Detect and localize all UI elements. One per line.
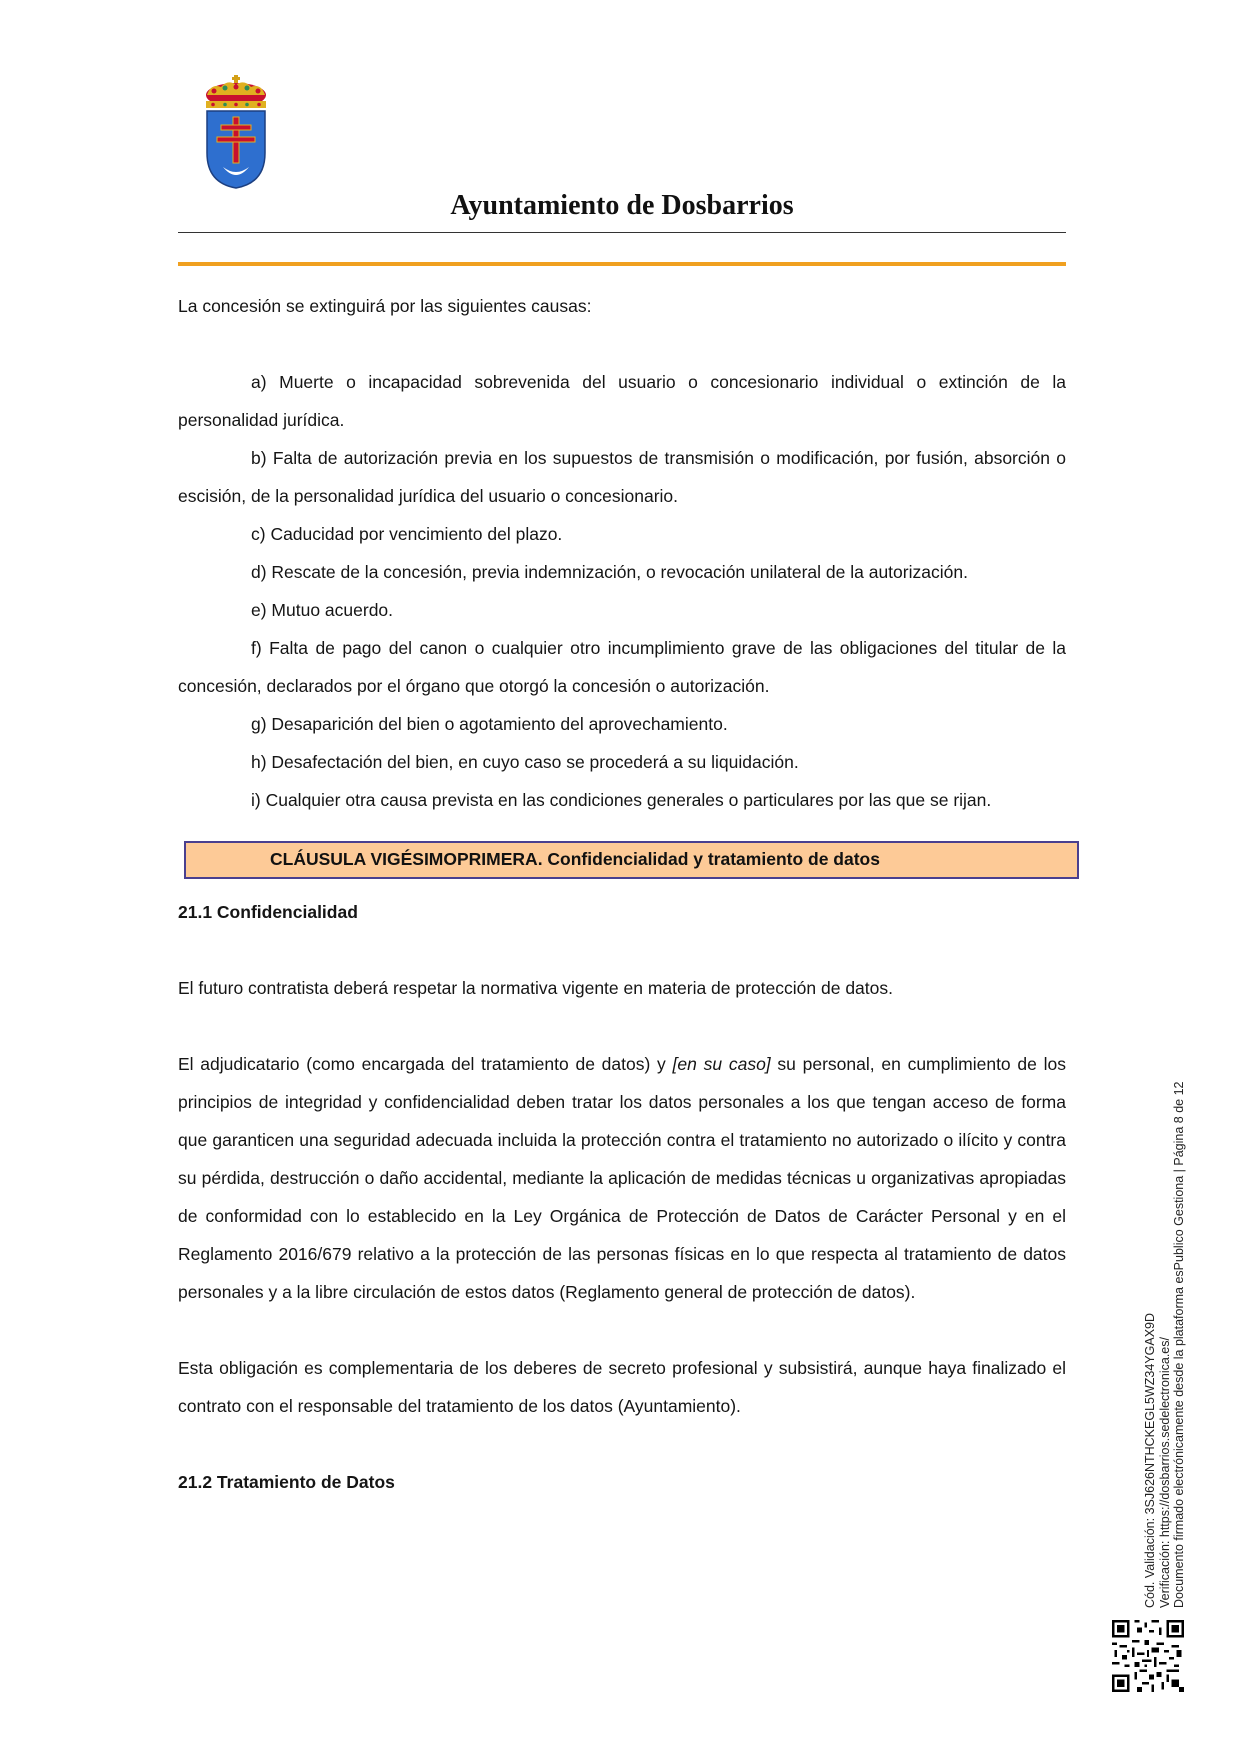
spacer [178, 879, 1066, 893]
subsection-heading-confidencialidad: 21.1 Confidencialidad [178, 902, 358, 922]
paragraph: Esta obligación es complementaria de los deberes de secreto profesional y subsistirá, aunque haya finalizado el contrato con el responsable del tratamiento de los datos (Ayuntamiento). [178, 1358, 1066, 1416]
intro-paragraph: La concesión se extinguirá por las siguientes causas: [178, 296, 592, 316]
verification-stamp [1143, 1082, 1187, 1608]
paragraph-text: El adjudicatario (como encargada del tratamiento de datos) y [178, 1054, 673, 1074]
cause-item: e) Mutuo acuerdo. [251, 600, 394, 620]
spacer [178, 1007, 1066, 1045]
spacer [178, 325, 1066, 363]
paragraph: El futuro contratista deberá respetar la normativa vigente en materia de protección de datos. [178, 978, 893, 998]
verification-url: Verificación: https://dosbarrios.sedelectronica.es/ [1157, 1337, 1172, 1608]
cause-item: h) Desafectación del bien, en cuyo caso se procederá a su liquidación. [251, 752, 799, 772]
signature-note: Documento firmado electrónicamente desde la plataforma esPublico Gestiona | Página 8 de 12 [1172, 1081, 1186, 1608]
cause-item: b) Falta de autorización previa en los supuestos de transmisión o modificación, por fusión, absorción o escisión, de la personalidad jurídica del usuario o concesionario. [178, 448, 1066, 506]
spacer [178, 1425, 1066, 1463]
paragraph-confidentiality [178, 1045, 1066, 1311]
subsection-heading-tratamiento: 21.2 Tratamiento de Datos [178, 1472, 395, 1492]
clause-heading-box [184, 841, 1079, 879]
cause-item: i) Cualquier otra causa prevista en las condiciones generales o particulares por las que se rijan. [251, 790, 992, 810]
accent-rule [178, 262, 1066, 266]
coat-of-arms-icon [201, 75, 271, 190]
validation-code: Cód. Validación: 3SJ626NTHCKEGL5WZ34YGAX9D [1143, 1312, 1157, 1608]
cause-item: a) Muerte o incapacidad sobrevenida del usuario o concesionario individual o extinción de la personalidad jurídica. [178, 372, 1066, 430]
org-title: Ayuntamiento de Dosbarrios [450, 190, 794, 221]
paragraph-italic: [en su caso] [672, 1054, 771, 1074]
clause-heading: CLÁUSULA VIGÉSIMOPRIMERA. Confidencialidad y tratamiento de datos [270, 849, 880, 869]
document-body [178, 287, 1066, 1501]
cause-item: g) Desaparición del bien o agotamiento del aprovechamiento. [251, 714, 728, 734]
cause-item: f) Falta de pago del canon o cualquier otro incumplimiento grave de las obligaciones del titular de la concesión, declarados por el órgano que otorgó la concesión o autorización. [178, 638, 1066, 696]
qr-code-icon [1112, 1620, 1184, 1692]
paragraph-text: su personal, en cumplimiento de los principios de integridad y confidencialidad deben tratar los datos personales a los que tengan acceso de forma que garanticen una seguridad adecuada incluida la protección contra el tratamiento no autorizado o ilícito y contra su pérdida, destrucción o daño accidental, mediante la aplicación de medidas técnicas u organizativas apropiadas de conformidad con lo establecido en la Ley Orgánica de Protección de Datos de Carácter Personal y en el Reglamento 2016/679 relativo a la protección de las personas físicas en lo que respecta al tratamiento de datos personales y a la libre circulación de estos datos (Reglamento general de protección de datos). [178, 1054, 1066, 1302]
cause-item: c) Caducidad por vencimiento del plazo. [251, 524, 563, 544]
spacer [178, 1311, 1066, 1349]
cause-item: d) Rescate de la concesión, previa indemnización, o revocación unilateral de la autorización. [251, 562, 968, 582]
header-rule [178, 232, 1066, 233]
spacer [178, 931, 1066, 969]
